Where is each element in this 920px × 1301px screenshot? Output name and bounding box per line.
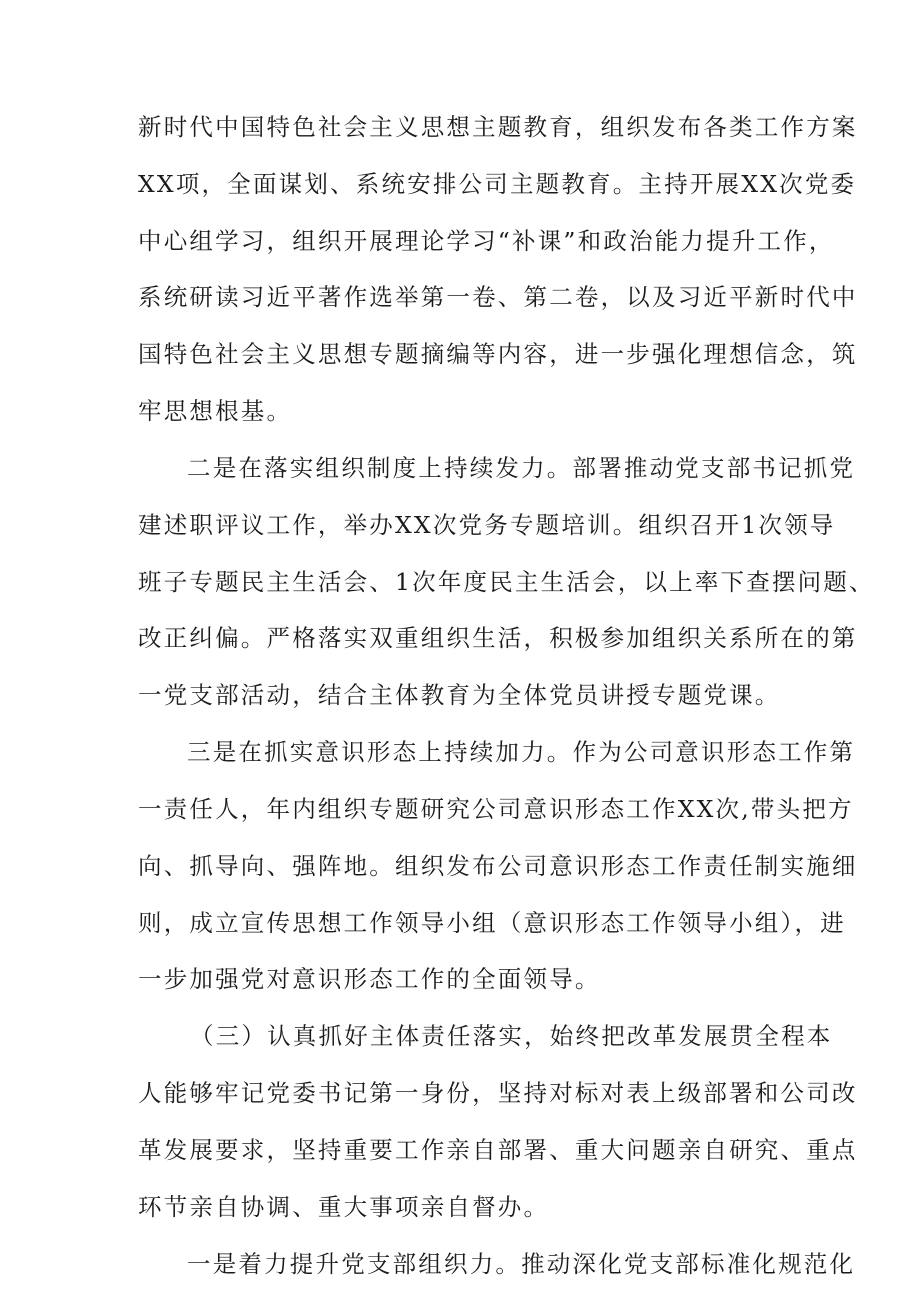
text-line: 一步加强党对意识形态工作的全面领导。 — [138, 965, 601, 993]
text-line: 国特色社会主义思想专题摘编等内容，进一步强化理想信念，筑 — [138, 340, 858, 368]
text-line: 一责任人，年内组织专题研究公司意识形态工作XX次,带头把方 — [138, 795, 854, 823]
text-line: 环节亲自协调、重大事项亲自督办。 — [138, 1193, 550, 1221]
section-heading-line: （三）认真抓好主体责任落实，始终把改革发展贯全程本 — [190, 1022, 833, 1050]
text-line: 人能够牢记党委书记第一身份，坚持对标对表上级部署和公司改 — [138, 1079, 858, 1107]
paragraph-start-line: 三是在抓实意识形态上持续加力。作为公司意识形态工作第 — [187, 738, 856, 766]
text-line: 中心组学习，组织开展理论学习“补课”和政治能力提升工作， — [138, 227, 835, 255]
paragraph-start-line: 二是在落实组织制度上持续发力。部署推动党支部书记抓党 — [187, 454, 856, 482]
text-line: 牢思想根基。 — [138, 397, 293, 425]
text-line: 则，成立宣传思想工作领导小组（意识形态工作领导小组），进 — [138, 909, 846, 937]
text-line: 革发展要求，坚持重要工作亲自部署、重大问题亲自研究、重点 — [138, 1136, 858, 1164]
paragraph-start-line: 一是着力提升党支部组织力。推动深化党支部标准化规范化 — [187, 1250, 856, 1278]
text-line: 新时代中国特色社会主义思想主题教育，组织发布各类工作方案 — [138, 113, 858, 141]
text-line: XX项，全面谋划、系统安排公司主题教育。主持开展XX次党委 — [138, 170, 857, 198]
text-line: 改正纠偏。严格落实双重组织生活，积极参加组织关系所在的第 — [138, 624, 858, 652]
text-line: 班子专题民主生活会、1次年度民主生活会，以上率下查摆问题、 — [138, 568, 875, 596]
text-line: 建述职评议工作，举办XX次党务专题培训。组织召开1次领导 — [138, 511, 836, 539]
text-line: 一党支部活动，结合主体教育为全体党员讲授专题党课。 — [138, 681, 781, 709]
text-line: 系统研读习近平著作选举第一卷、第二卷，以及习近平新时代中 — [138, 283, 858, 311]
text-line: 向、抓导向、强阵地。组织发布公司意识形态工作责任制实施细 — [138, 852, 858, 880]
